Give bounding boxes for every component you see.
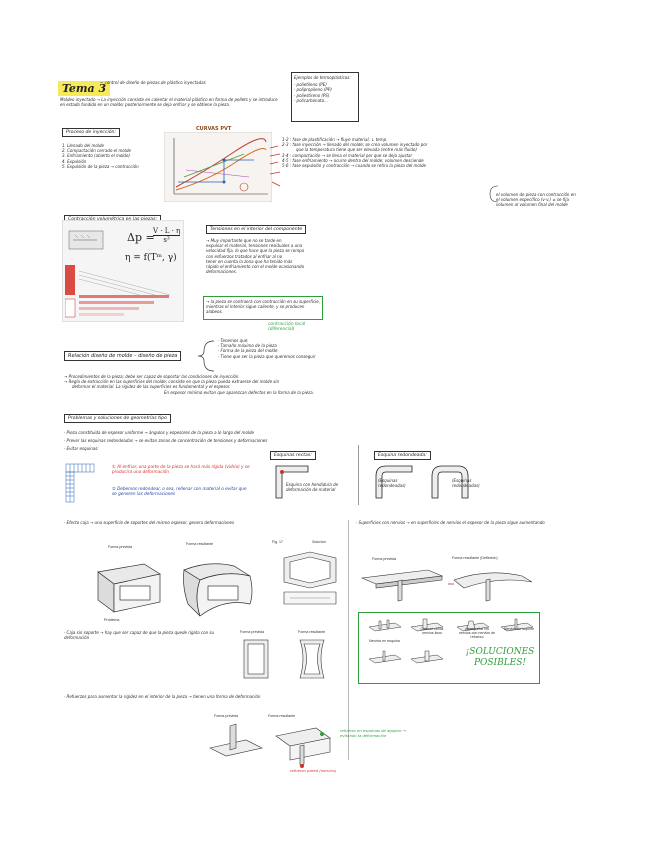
tension-green-note: contracción local (diferencial)	[268, 322, 306, 333]
examples-heading: Ejemplos de termoplásticos:	[294, 75, 351, 80]
process-step: 3. Enfriamiento (abierto el molde)	[62, 153, 130, 159]
lower-left-bullet3: · Refuerzos para aumentar la rigidez en el interior de la pieza → tienen una forma de deformación	[64, 694, 261, 699]
tension-header: Tensiones en el interior del componente	[206, 225, 306, 234]
process-header: Proceso de inyección:	[62, 128, 120, 137]
fig1-label: Problema	[104, 618, 120, 622]
mold-icon	[67, 227, 107, 255]
box-solution-figure	[280, 548, 340, 610]
problemas-red-note: ① Al enfriar, una parte de la pieza se hará más rígida (vidrio) y se producirá una deformación	[112, 464, 250, 475]
fig2-label: Solución	[312, 540, 326, 544]
box-deformation-figure	[84, 542, 264, 620]
relacion-bullet: · Tamaño máximo de la pieza	[218, 343, 277, 349]
fig4-green-note: refuerzo en esquinas de agujero → evitando la deformación	[340, 728, 406, 739]
solutions-figures-2	[365, 647, 445, 669]
process-step: 1. Llenado del molde	[62, 143, 104, 148]
page-title: Tema 3	[58, 81, 110, 96]
esquinas-note: Esquina con hendidura de deformación de material	[286, 482, 339, 493]
formula-denominator: s³	[163, 236, 170, 244]
tension-line: velocidad fija, lo que hace que la pieza se rompa	[206, 248, 305, 254]
tension-line: expulsar el material, tensiones residuales a una	[206, 243, 303, 249]
fig3-label: Forma resultante	[298, 630, 326, 634]
lr-fig-label: Forma prevista	[372, 557, 396, 561]
rib-plate-figure	[358, 562, 538, 606]
tension-boxed-text: → la pieza se contraerá con contracción en su superficie, mientras el interior sigue caliente, y se producen alabeos.	[206, 299, 320, 315]
examples-item: · polipropileno (PP)	[294, 87, 332, 93]
pvt-note: 3-4 : compactación → se llena el material por que se deja ajustar	[282, 152, 413, 158]
fig2-label: Fig. 17	[272, 540, 283, 544]
formula-2: η = f(Tᵐ, γ)	[125, 253, 177, 263]
process-step: 2. Compactación cerrado el molde	[62, 148, 131, 154]
open-box-figure	[238, 636, 342, 684]
relacion-bullet: · Tenemos que:	[218, 338, 249, 343]
fig1-label: Forma prevista	[108, 545, 132, 549]
fig4-red-note: refuerzo pared (nervios)	[290, 768, 337, 773]
pvt-side-note: el volumen de pieza con contracción en el volumen específico (v-v.) ≠ se fija volumen al volumen final del molde	[496, 192, 576, 208]
examples-box	[291, 72, 359, 122]
fig4-label: Forma prevista	[214, 714, 238, 718]
tension-line: con esfuerzos tratados al enfriar al no	[206, 253, 283, 259]
title-suffix: ~ control de diseño de piezas de plástico inyectadas	[100, 80, 206, 85]
relacion-line: → Procedimientos de la pieza; debe ser capaz de soportar las condiciones de inyección.	[64, 374, 240, 379]
lr-fig-label: Forma resultante (Deflexión)	[452, 556, 498, 560]
relacion-header: Relación diseño de molde – diseño de pieza	[64, 351, 181, 361]
relacion-line: deformar el material. La rigidez de las superficies es fundamental y el espesor.	[72, 384, 231, 390]
relacion-bullet: · Tiene que ser la pieza que queremos conseguir	[218, 353, 316, 359]
relacion-bullet: · Forma de la pieza del molde	[218, 348, 278, 354]
solution-label: Acompañar los nervios con nervios de refuerzo	[459, 627, 495, 639]
relacion-line: → Regla de extracción en las superficies del molde; consiste en que la pieza pueda extraerse del molde sin	[64, 379, 280, 385]
examples-item: · poliestireno (PS)	[294, 92, 330, 98]
problemas-blue-note: ② Debemos redondear, o sea, rellenar con material o evitar que se generen las deformaciones	[112, 486, 247, 497]
tension-boxed	[203, 296, 323, 320]
pvt-chart	[164, 132, 272, 202]
relacion-line: En espesor mínimo evitan que aparezcan defectos en la forma de la pieza.	[164, 389, 314, 395]
tension-line: rápido el enfriamiento con el molde ocasionando deformaciones.	[206, 264, 305, 275]
tension-line: tener en cuenta la zona que ha tenido más	[206, 258, 293, 264]
formula-numerator: V · L · η	[153, 227, 181, 235]
fig3-label: Forma prevista	[240, 630, 264, 634]
intro-text: Moldeo inyectado → La inyección consiste en calentar el material plástico en forma de pellets y se introduce en estado fundido en un molde; posteriormente se deja enfriar y se obtiene la pieza.	[60, 97, 278, 108]
esquinas-header: Esquinas rectas:	[270, 451, 316, 460]
bracket-icon	[486, 184, 502, 204]
fig4-label: Forma resultante	[268, 714, 296, 718]
flow-bars-chart	[65, 265, 181, 319]
examples-item: · polietileno (PE)	[294, 82, 327, 88]
pvt-note: 5-6 : fase expulsión y contracción → cuando se retira la pieza del molde	[282, 163, 426, 169]
solution-label: Colocar varios nervios lisos	[420, 627, 444, 635]
lower-left-bullet2: · Caja sin soporte → hay que ser capaz de que la pieza quede rígida con su deformación	[64, 630, 215, 641]
viscosity-figure	[62, 220, 184, 322]
problemas-header: Problemas y soluciones de geometrías tipo	[64, 414, 171, 423]
brace-icon	[196, 339, 218, 373]
process-step: 5. Expulsión de la pieza → contracción	[62, 163, 139, 169]
fig1-label: Forma resultante	[186, 542, 214, 546]
lower-right-bullet: · Superficies con nervios → en superficies de nervios el espesor de la pieza sigue aumentando	[356, 520, 545, 525]
pvt-note: 2-3 : fase inyección → llenado del molde; se crea volumen inyectado por	[282, 142, 428, 148]
pvt-note: que la temperatura tiene que ser elevada (entre más fluido)	[296, 147, 417, 153]
solution-label: Nervios de soporte	[503, 627, 535, 631]
solutions-box	[358, 612, 540, 684]
pvt-note: 1-2 : fase de plastificación → fluye material, ↓ temp.	[282, 137, 388, 142]
column-divider	[348, 520, 349, 760]
lower-left-bullet1: · Efecto caja → una superficie de soportes del mismo espesor, genera deformaciones	[64, 520, 235, 525]
formula-left: Δp =	[127, 231, 155, 244]
redondas-header: Esquina redondeada:	[374, 451, 431, 460]
examples-item: · policarbonato...	[294, 97, 328, 103]
redondas-label: (Esquinas redondeadas)	[378, 478, 406, 489]
redondas-label: (Esquinas redondeadas)	[452, 478, 480, 489]
pvt-note: 4-5 : fase enfriamiento → ocurre dentro del molde; volumen desciende	[282, 157, 424, 163]
problemas-bullet: · Pieza constituida de espesor uniforme → ángulos y espesores de la pieza a lo largo del molde	[64, 430, 255, 435]
process-step: 4. Expulsión	[62, 158, 87, 164]
tension-line: → Muy importante que no se tarde en	[206, 238, 282, 243]
solutions-note: ¡SOLUCIONES POSIBLES!	[465, 647, 535, 668]
pvt-title: CURVAS PVT	[196, 126, 232, 132]
grid-corner-icon	[64, 462, 96, 504]
solution-label: Nervios en esquina	[369, 639, 400, 643]
rib-figure	[206, 718, 336, 774]
problemas-bullet: · Evitar esquinas:	[64, 446, 99, 452]
problemas-bullet: · Prever las esquinas redondeadas → se evitan zonas de concentración de tensiones y deformaciones	[64, 438, 268, 444]
